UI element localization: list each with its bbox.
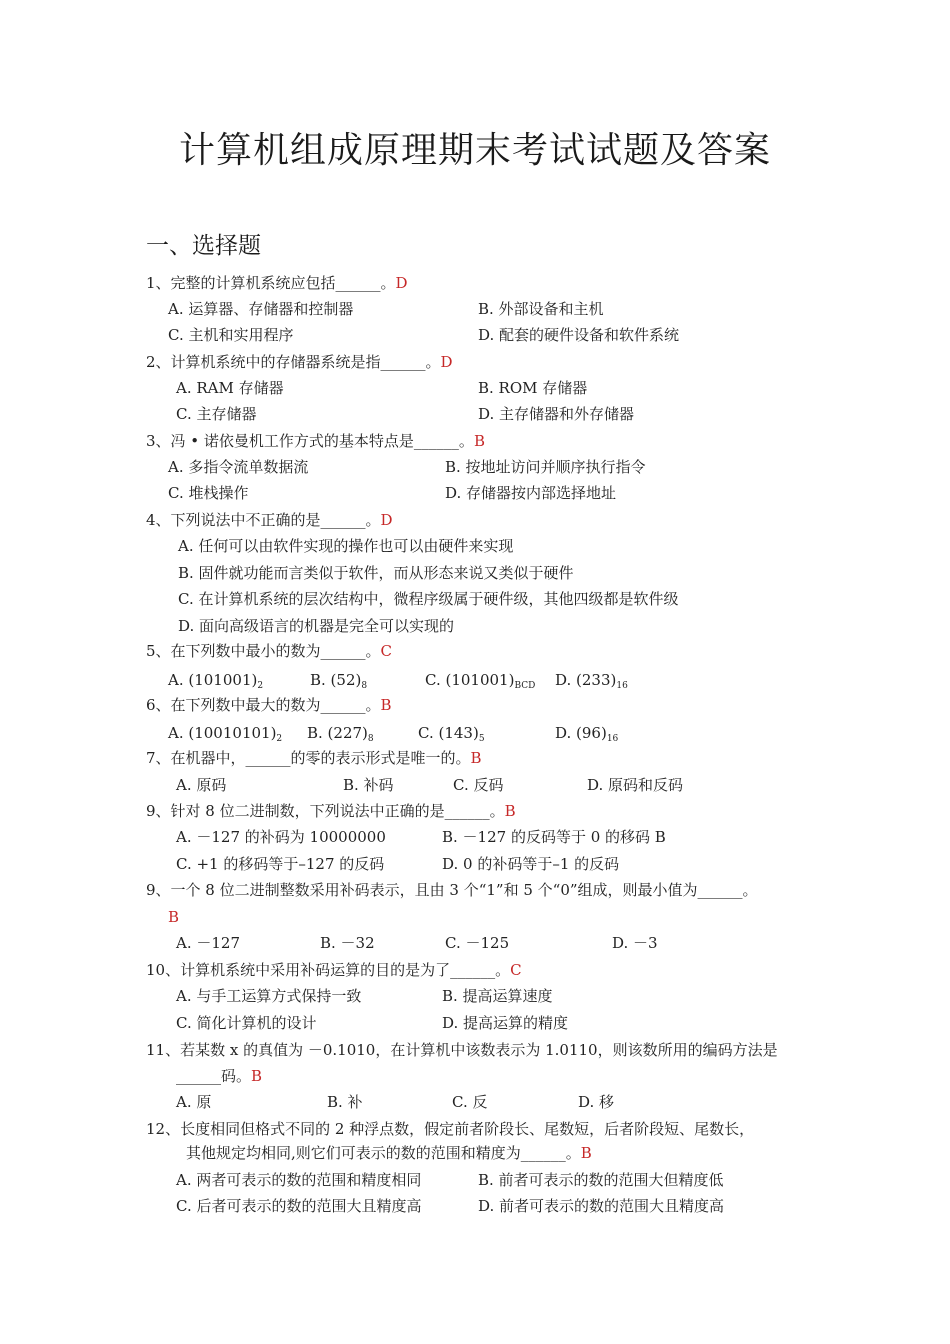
- answer: B: [168, 908, 180, 926]
- question-12-cont: [186, 1143, 592, 1163]
- option-a: A. 多指令流单数据流: [168, 458, 309, 476]
- option-d: D. 原码和反码: [587, 776, 684, 794]
- option-b: B. 补: [327, 1093, 363, 1111]
- question-stem: 其他规定均相同,则它们可表示的数的范围和精度为______。: [186, 1144, 581, 1162]
- question-12: 12、长度相同但格式不同的 2 种浮点数，假定前者阶段长、尾数短，后者阶段短、尾数长，: [146, 1120, 755, 1138]
- question-stem: 9、针对 8 位二进制数，下列说法中正确的是______。: [146, 802, 505, 820]
- question-4: [146, 510, 393, 530]
- option-c: C. +1 的移码等于–127 的反码: [176, 855, 385, 873]
- option-a: A. RAM 存储器: [176, 379, 284, 397]
- option-b: B. 补码: [343, 776, 394, 794]
- option-b: B. 提高运算速度: [442, 987, 553, 1005]
- option-c: C. $(101001)_{BCD}$: [425, 671, 536, 691]
- option-a: A. 原码: [176, 776, 227, 794]
- option-d: D. 主存储器和外存储器: [478, 405, 635, 423]
- option-d: D. $(233)_{16}$: [555, 671, 628, 691]
- option-a: A. 两者可表示的数的范围和精度相同: [176, 1171, 422, 1189]
- option-a: A. 运算器、存储器和控制器: [168, 300, 354, 318]
- option-d: D. 0 的补码等于–1 的反码: [442, 855, 620, 873]
- option-b: B. 前者可表示的数的范围大但精度低: [478, 1171, 724, 1189]
- option-a: A. －127 的补码为 10000000: [176, 828, 386, 846]
- question-stem: 2、计算机系统中的存储器系统是指______。: [146, 353, 441, 371]
- option-d: D. 提高运算的精度: [442, 1014, 569, 1032]
- answer: C: [510, 961, 522, 979]
- question-11: 11、若某数 x 的真值为 －0.1010，在计算机中该数表示为 1.0110，则该数所用的编码方法是: [146, 1041, 778, 1059]
- answer: D: [380, 511, 393, 529]
- option-c: C. 在计算机系统的层次结构中，微程序级属于硬件级，其他四级都是软件级: [178, 590, 679, 608]
- option-c: C. 后者可表示的数的范围大且精度高: [176, 1197, 422, 1215]
- question-10: [146, 960, 522, 980]
- option-d: D. 移: [578, 1093, 615, 1111]
- question-1: [146, 273, 408, 293]
- question-stem: 9、一个 8 位二进制整数采用补码表示，且由 3 个“1”和 5 个“0”组成，则最小值为______。: [146, 881, 758, 899]
- answer: D: [440, 353, 453, 371]
- option-c: C. 反码: [453, 776, 504, 794]
- section-heading: 一、选择题: [146, 233, 261, 259]
- option-b: B. 外部设备和主机: [478, 300, 604, 318]
- answer: B: [580, 1144, 592, 1162]
- option-a: A. －127: [176, 934, 240, 952]
- option-b: B. 固件就功能而言类似于软件，而从形态来说又类似于硬件: [178, 564, 574, 582]
- question-9: [146, 880, 758, 900]
- question-stem: 6、在下列数中最大的数为______。: [146, 696, 381, 714]
- question-11-cont: [176, 1066, 262, 1086]
- option-d: D. 面向高级语言的机器是完全可以实现的: [178, 617, 455, 635]
- question-3: [146, 431, 485, 451]
- option-c: C. 堆栈操作: [168, 484, 249, 502]
- option-c: C. 简化计算机的设计: [176, 1014, 317, 1032]
- option-b: B. －32: [320, 934, 375, 952]
- answer: D: [395, 274, 408, 292]
- option-d: D. $(96)_{16}$: [555, 724, 619, 744]
- option-b: B. $(227)_8$: [307, 724, 374, 744]
- option-c: C. $(143)_5$: [418, 724, 485, 744]
- option-d: D. 配套的硬件设备和软件系统: [478, 326, 680, 344]
- option-c: C. 主存储器: [176, 405, 257, 423]
- question-7: [146, 748, 482, 768]
- option-a: A. 与手工运算方式保持一致: [176, 987, 362, 1005]
- option-c: C. 反: [452, 1093, 488, 1111]
- question-stem: 4、下列说法中不正确的是______。: [146, 511, 381, 529]
- option-a: A. $(101001)_2$: [168, 671, 264, 691]
- option-b: B. $(52)_8$: [310, 671, 368, 691]
- question-6: [146, 695, 392, 715]
- question-stem: ______码。: [176, 1067, 252, 1085]
- question-5: [146, 641, 392, 661]
- answer: C: [380, 642, 393, 660]
- question-stem: 10、计算机系统中采用补码运算的目的是为了______。: [146, 961, 511, 979]
- option-d: D. 前者可表示的数的范围大且精度高: [478, 1197, 725, 1215]
- option-b: B. 按地址访问并顺序执行指令: [445, 458, 646, 476]
- answer: B: [473, 432, 485, 450]
- option-d: D. －3: [612, 934, 658, 952]
- option-c: C. 主机和实用程序: [168, 326, 294, 344]
- question-stem: 1、完整的计算机系统应包括______。: [146, 274, 396, 292]
- question-stem: 5、在下列数中最小的数为______。: [146, 642, 381, 660]
- question-stem: 7、在机器中，______的零的表示形式是唯一的。: [146, 749, 471, 767]
- question-stem: 3、冯 • 诺依曼机工作方式的基本特点是______。: [146, 432, 474, 450]
- option-a: A. 任何可以由软件实现的操作也可以由硬件来实现: [178, 537, 514, 555]
- option-a: A. $(10010101)_2$: [168, 724, 283, 744]
- option-a: A. 原: [176, 1093, 212, 1111]
- page-title: 计算机组成原理期末考试试题及答案: [178, 130, 771, 171]
- question-2: [146, 352, 453, 372]
- option-d: D. 存储器按内部选择地址: [445, 484, 617, 502]
- option-b: B. ROM 存储器: [478, 379, 588, 397]
- answer: B: [251, 1067, 263, 1085]
- question-8: [146, 801, 516, 821]
- answer: B: [380, 696, 392, 714]
- answer: B: [504, 802, 516, 820]
- answer: B: [470, 749, 482, 767]
- option-c: C. －125: [445, 934, 510, 952]
- option-b: B. －127 的反码等于 0 的移码 B: [442, 828, 666, 846]
